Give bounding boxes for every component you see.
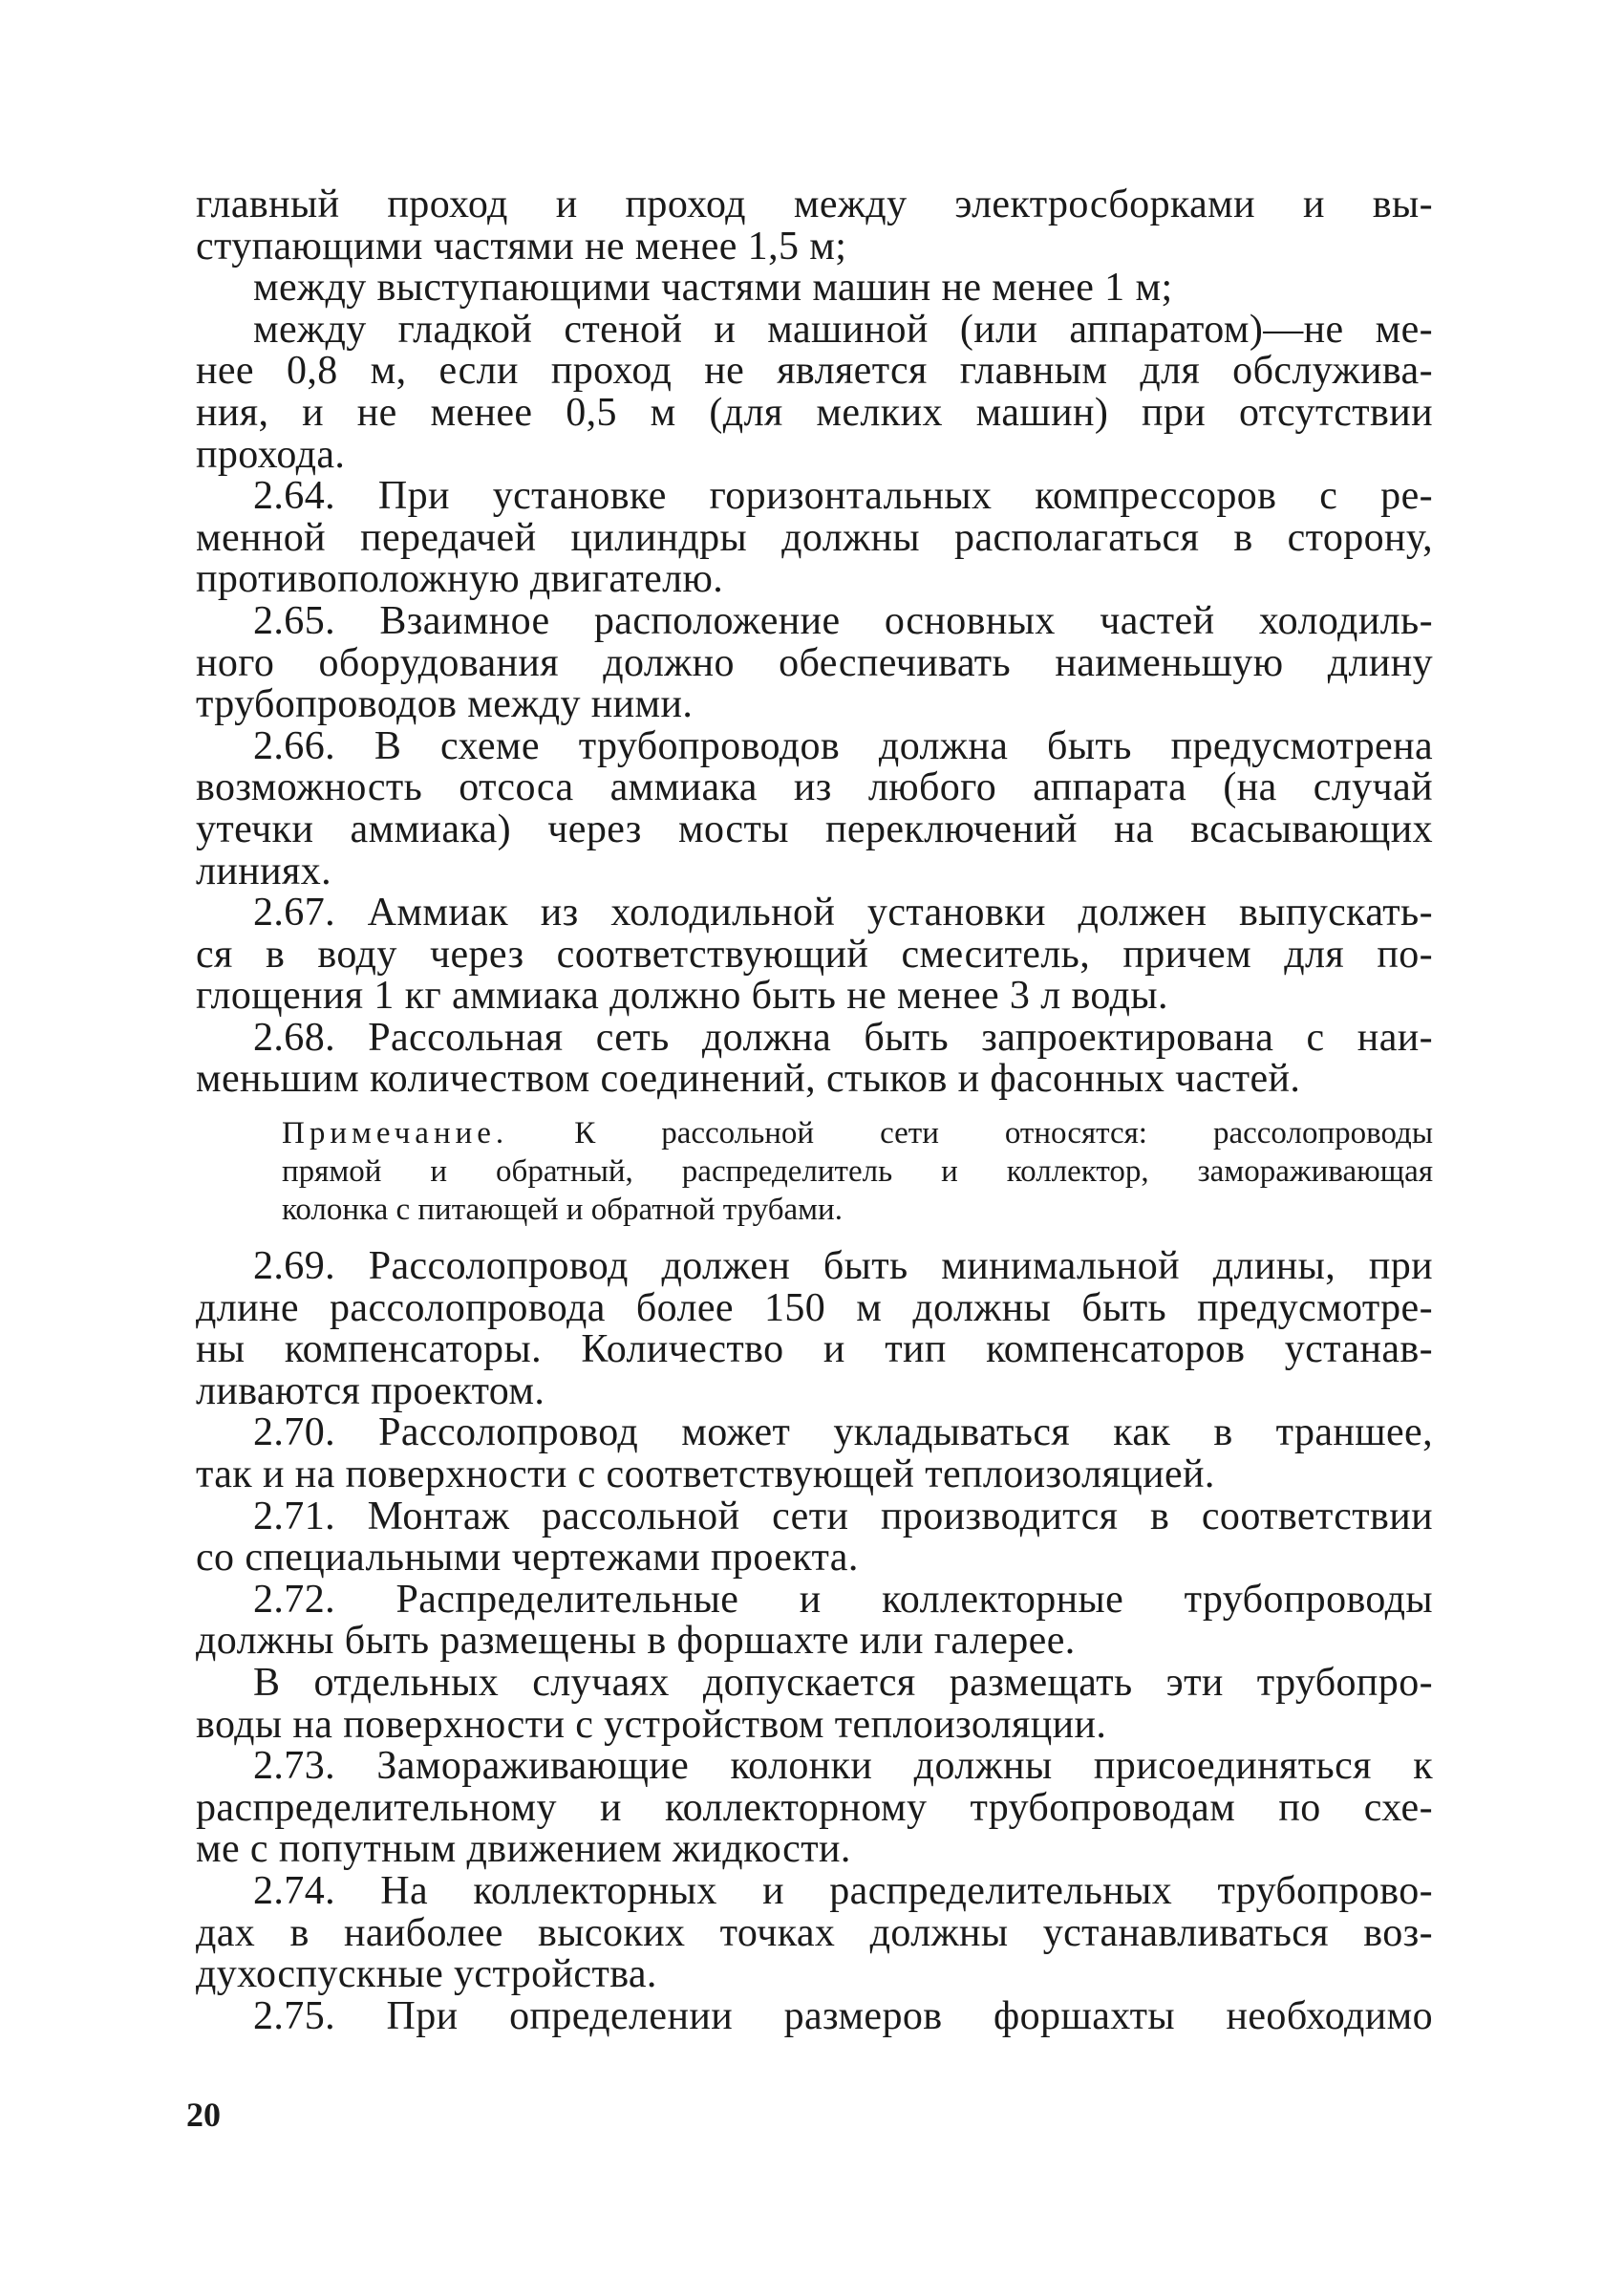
- body-text-bottom: [196, 1246, 1433, 2037]
- text-line: 2.73. Замораживающие колонки должны присоединяться к: [253, 1744, 1433, 1789]
- text-line: между гладкой стеной и машиной (или аппаратом)—не ме-: [253, 307, 1433, 352]
- text-line: нее 0,8 м, если проход не является главным для обслужива-: [196, 349, 1433, 394]
- text-line: 2.75. При определении размеров форшахты необходимо: [253, 1993, 1433, 2038]
- text-line: 2.69. Рассолопровод должен быть минимальной длины, при: [253, 1244, 1433, 1289]
- text-line: 2.70. Рассолопровод может укладываться как в траншее,: [253, 1410, 1433, 1455]
- page-text-block: [196, 184, 1433, 2037]
- text-line: ступающими частями не менее 1,5 м;: [196, 224, 847, 269]
- note-block: [196, 1114, 1433, 1229]
- note-label: Примечание.: [282, 1116, 509, 1151]
- text-line: распределительному и коллекторному трубопроводам по схе-: [196, 1785, 1433, 1830]
- text-line: утечки аммиака) через мосты переключений на всасывающих: [196, 807, 1433, 851]
- text-line: воды на поверхности с устройством теплоизоляции.: [196, 1702, 1107, 1747]
- text-line: дах в наиболее высоких точках должны устанавливаться воз-: [196, 1910, 1433, 1955]
- text-line: В отдельных случаях допускается размещать эти трубопро-: [253, 1661, 1433, 1705]
- text-line: возможность отсоса аммиака из любого аппарата (на случай: [196, 765, 1433, 810]
- text-line: духоспускные устройства.: [196, 1952, 657, 1997]
- text-line: 2.72. Распределительные и коллекторные трубопроводы: [253, 1577, 1433, 1622]
- text-line: между выступающими частями машин не менее 1 м;: [253, 266, 1173, 311]
- text-line: трубопроводов между ними.: [196, 682, 694, 727]
- note-line: прямой и обратный, распределитель и коллектор, замораживающая: [282, 1154, 1433, 1190]
- text-line: 2.71. Монтаж рассольной сети производится в соответствии: [253, 1494, 1433, 1538]
- text-line: главный проход и проход между электросборками и вы-: [196, 183, 1433, 226]
- text-line: ния, и не менее 0,5 м (для мелких машин) при отсутствии: [196, 390, 1433, 435]
- note-line: [282, 1114, 1433, 1152]
- body-text-top: [196, 184, 1433, 1101]
- text-line: ны компенсаторы. Количество и тип компенсаторов устанав-: [196, 1327, 1433, 1372]
- text-line: прохода.: [196, 432, 346, 477]
- text-line: ме с попутным движением жидкости.: [196, 1827, 851, 1872]
- text-line: меньшим количеством соединений, стыков и фасонных частей.: [196, 1057, 1301, 1102]
- page-number: 20: [186, 2096, 221, 2134]
- text-line: 2.65. Взаимное расположение основных частей холодиль-: [253, 598, 1433, 643]
- text-line: 2.67. Аммиак из холодильной установки должен выпускать-: [253, 891, 1433, 936]
- text-line: 2.68. Рассольная сеть должна быть запроектирована с наи-: [253, 1015, 1433, 1060]
- text-line: 2.66. В схеме трубопроводов должна быть предусмотрена: [253, 723, 1433, 768]
- text-line: ного оборудования должно обеспечивать наименьшую длину: [196, 640, 1433, 685]
- note-line-text: К рассольной сети относятся: рассолопроводы: [574, 1116, 1433, 1151]
- text-line: 2.64. При установке горизонтальных компрессоров с ре-: [253, 474, 1433, 519]
- text-line: со специальными чертежами проекта.: [196, 1536, 859, 1581]
- text-line: ливаются проектом.: [196, 1368, 545, 1413]
- text-line: должны быть размещены в форшахте или галерее.: [196, 1619, 1076, 1664]
- text-line: так и на поверхности с соответствующей теплоизоляцией.: [196, 1452, 1215, 1497]
- text-line: линиях.: [196, 849, 332, 893]
- text-line: противоположную двигателю.: [196, 557, 724, 602]
- text-line: глощения 1 кг аммиака должно быть не менее 3 л воды.: [196, 974, 1168, 1019]
- text-line: 2.74. На коллекторных и распределительных трубопрово-: [253, 1868, 1433, 1913]
- text-line: ся в воду через соответствующий смеситель, причем для по-: [196, 932, 1433, 977]
- note-line: колонка с питающей и обратной трубами.: [282, 1193, 843, 1228]
- text-line: менной передачей цилиндры должны располагаться в сторону,: [196, 515, 1433, 560]
- text-line: длине рассолопровода более 150 м должны быть предусмотре-: [196, 1285, 1433, 1330]
